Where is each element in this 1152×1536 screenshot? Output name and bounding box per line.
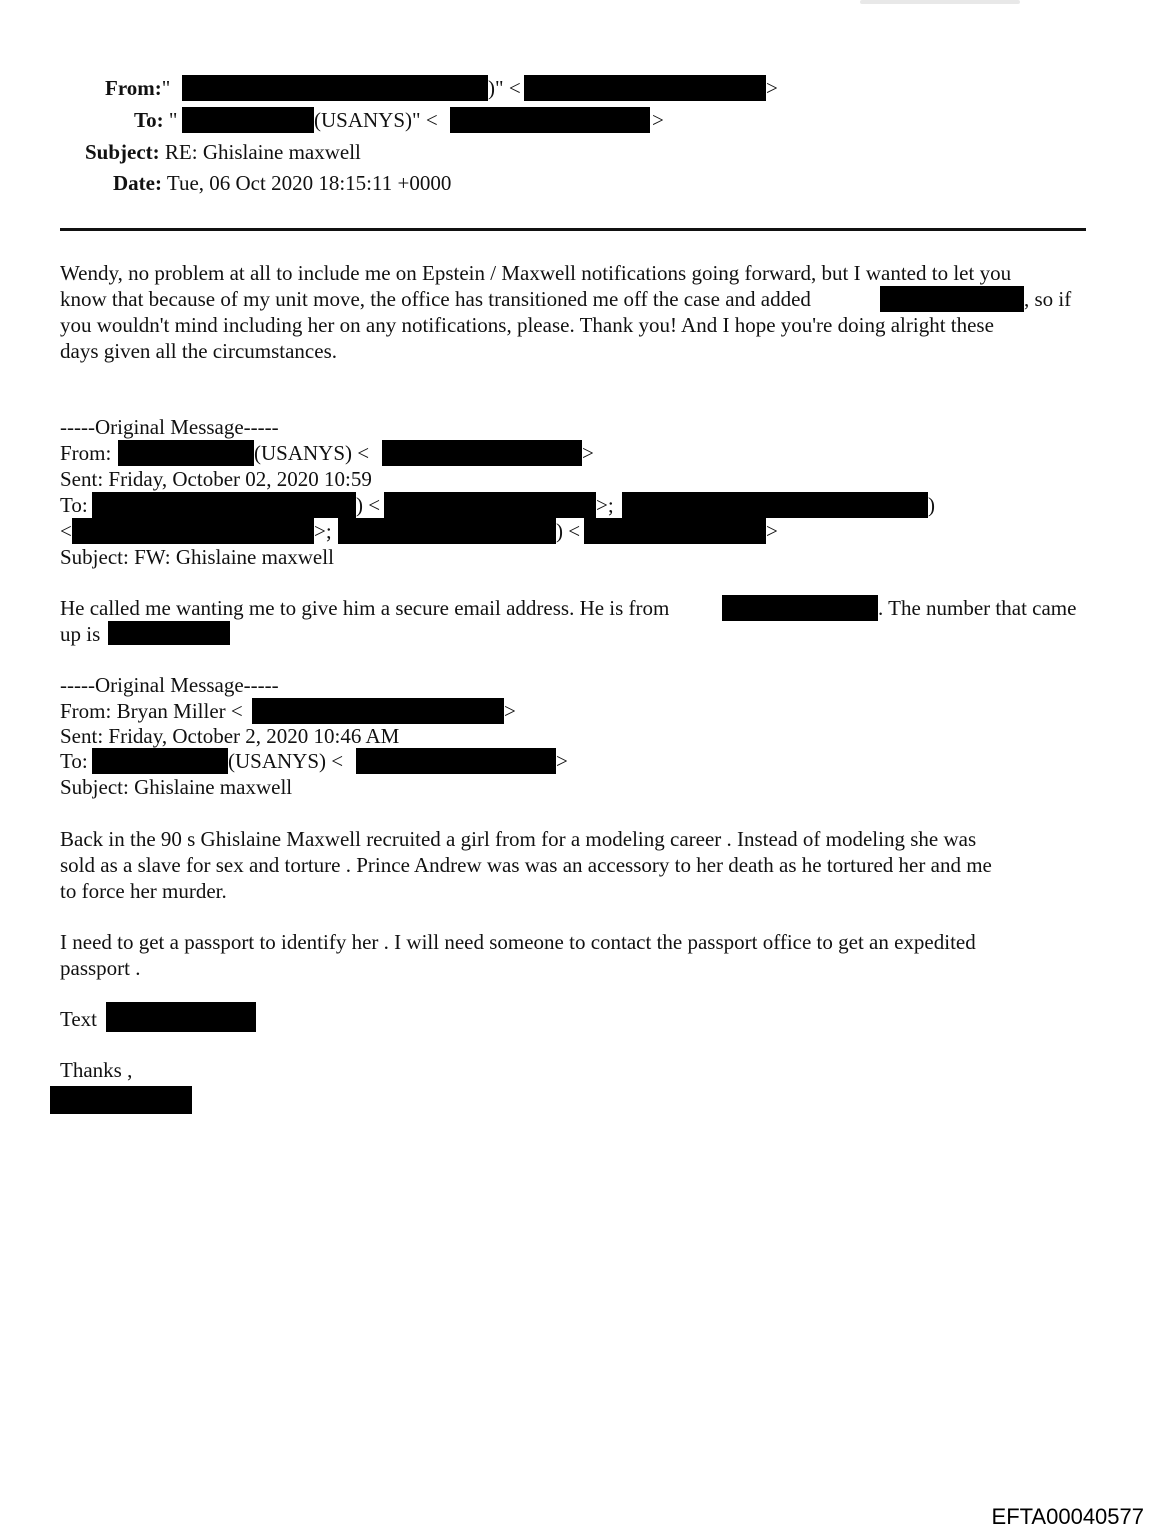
redaction-box	[92, 492, 356, 518]
redaction-box	[50, 1086, 192, 1114]
redaction-box	[182, 75, 488, 101]
redaction-box	[108, 621, 230, 645]
scan-artifact	[860, 0, 1020, 4]
redaction-box	[382, 440, 582, 466]
orig2-para2-line1: I need to get a passport to identify her . I will need someone to contact the passport office to get an expedited	[60, 930, 976, 954]
redaction-box	[118, 440, 254, 466]
redaction-box	[338, 518, 556, 544]
header-to-org: (USANYS)" <	[314, 108, 438, 132]
orig2-divider: -----Original Message-----	[60, 673, 279, 697]
header-to-row	[134, 107, 177, 133]
orig1-to-l2a: <	[60, 519, 72, 543]
header-subject-label: Subject:	[85, 140, 160, 164]
header-date-value: Tue, 06 Oct 2020 18:15:11 +0000	[166, 171, 452, 195]
orig2-para1-line1: Back in the 90 s Ghislaine Maxwell recruited a girl from for a modeling career . Instead of modeling she was	[60, 827, 977, 851]
header-to-end: >	[652, 108, 664, 132]
document-id: EFTA00040577	[991, 1504, 1144, 1529]
orig1-to-l2c: ) <	[556, 519, 581, 543]
orig1-divider: -----Original Message-----	[60, 415, 279, 439]
orig1-to-l2d: >	[766, 519, 778, 543]
orig2-to-end: >	[556, 749, 568, 773]
redaction-box	[384, 492, 596, 518]
orig2-to-org: (USANYS) <	[228, 749, 344, 773]
header-date-row	[113, 170, 451, 196]
redaction-box	[584, 518, 766, 544]
orig2-sent: Sent: Friday, October 2, 2020 10:46 AM	[60, 724, 400, 748]
redaction-box	[722, 595, 878, 621]
redaction-box	[450, 107, 650, 133]
header-date-label: Date:	[113, 171, 162, 195]
orig2-to-label: To:	[60, 749, 88, 773]
reply-line-2b: , so if	[1024, 287, 1072, 311]
header-from-end: >	[766, 76, 778, 100]
orig1-sent: Sent: Friday, October 02, 2020 10:59	[60, 467, 372, 491]
redaction-box	[92, 748, 228, 774]
header-subject-value: RE: Ghislaine maxwell	[164, 140, 361, 164]
redaction-box	[524, 75, 766, 101]
reply-line-2a: know that because of my unit move, the office has transitioned me off the case and added	[60, 287, 811, 311]
orig2-para2-line2: passport .	[60, 956, 141, 980]
orig2-from: From: Bryan Miller <	[60, 699, 243, 723]
orig1-body-1a: He called me wanting me to give him a secure email address. He is from	[60, 596, 670, 620]
header-from-label: From:	[105, 76, 162, 100]
orig2-para1-line2: sold as a slave for sex and torture . Prince Andrew was was an accessory to her death as he tortured her and me	[60, 853, 992, 877]
orig1-from-label: From:	[60, 441, 112, 465]
orig2-from-end: >	[504, 699, 516, 723]
header-from-row	[105, 75, 170, 101]
orig1-to-p2: >;	[596, 493, 614, 517]
header-from-quote: "	[161, 76, 171, 100]
orig2-thanks: Thanks ,	[60, 1058, 133, 1082]
redaction-box	[72, 518, 314, 544]
redaction-box	[106, 1002, 256, 1032]
redaction-box	[182, 107, 314, 133]
reply-line-3: you wouldn't mind including her on any notifications, please. Thank you! And I hope you're doing alright these	[60, 313, 994, 337]
redaction-box	[356, 748, 556, 774]
header-to-quote: "	[168, 108, 178, 132]
header-from-close: )" <	[488, 76, 521, 100]
redaction-box	[622, 492, 928, 518]
orig1-from-org: (USANYS) <	[254, 441, 370, 465]
orig1-body-2: up is	[60, 622, 101, 646]
orig1-body-1b: . The number that came	[878, 596, 1077, 620]
orig2-subject: Subject: Ghislaine maxwell	[60, 775, 293, 799]
header-subject-row	[85, 139, 361, 165]
orig2-text-label: Text	[60, 1007, 98, 1031]
header-to-label: To:	[134, 108, 164, 132]
orig1-subject: Subject: FW: Ghislaine maxwell	[60, 545, 334, 569]
orig1-to-p1: ) <	[356, 493, 381, 517]
reply-line-1: Wendy, no problem at all to include me on Epstein / Maxwell notifications going forward, but I wanted to let you	[60, 261, 1012, 285]
orig1-to-l2b: >;	[314, 519, 332, 543]
reply-line-4: days given all the circumstances.	[60, 339, 337, 363]
header-divider	[60, 228, 1086, 231]
orig1-to-p3: )	[928, 493, 935, 517]
orig1-to-label: To:	[60, 493, 88, 517]
orig1-from-end: >	[582, 441, 594, 465]
redaction-box	[880, 286, 1024, 312]
orig2-para1-line3: to force her murder.	[60, 879, 227, 903]
redaction-box	[252, 698, 504, 724]
